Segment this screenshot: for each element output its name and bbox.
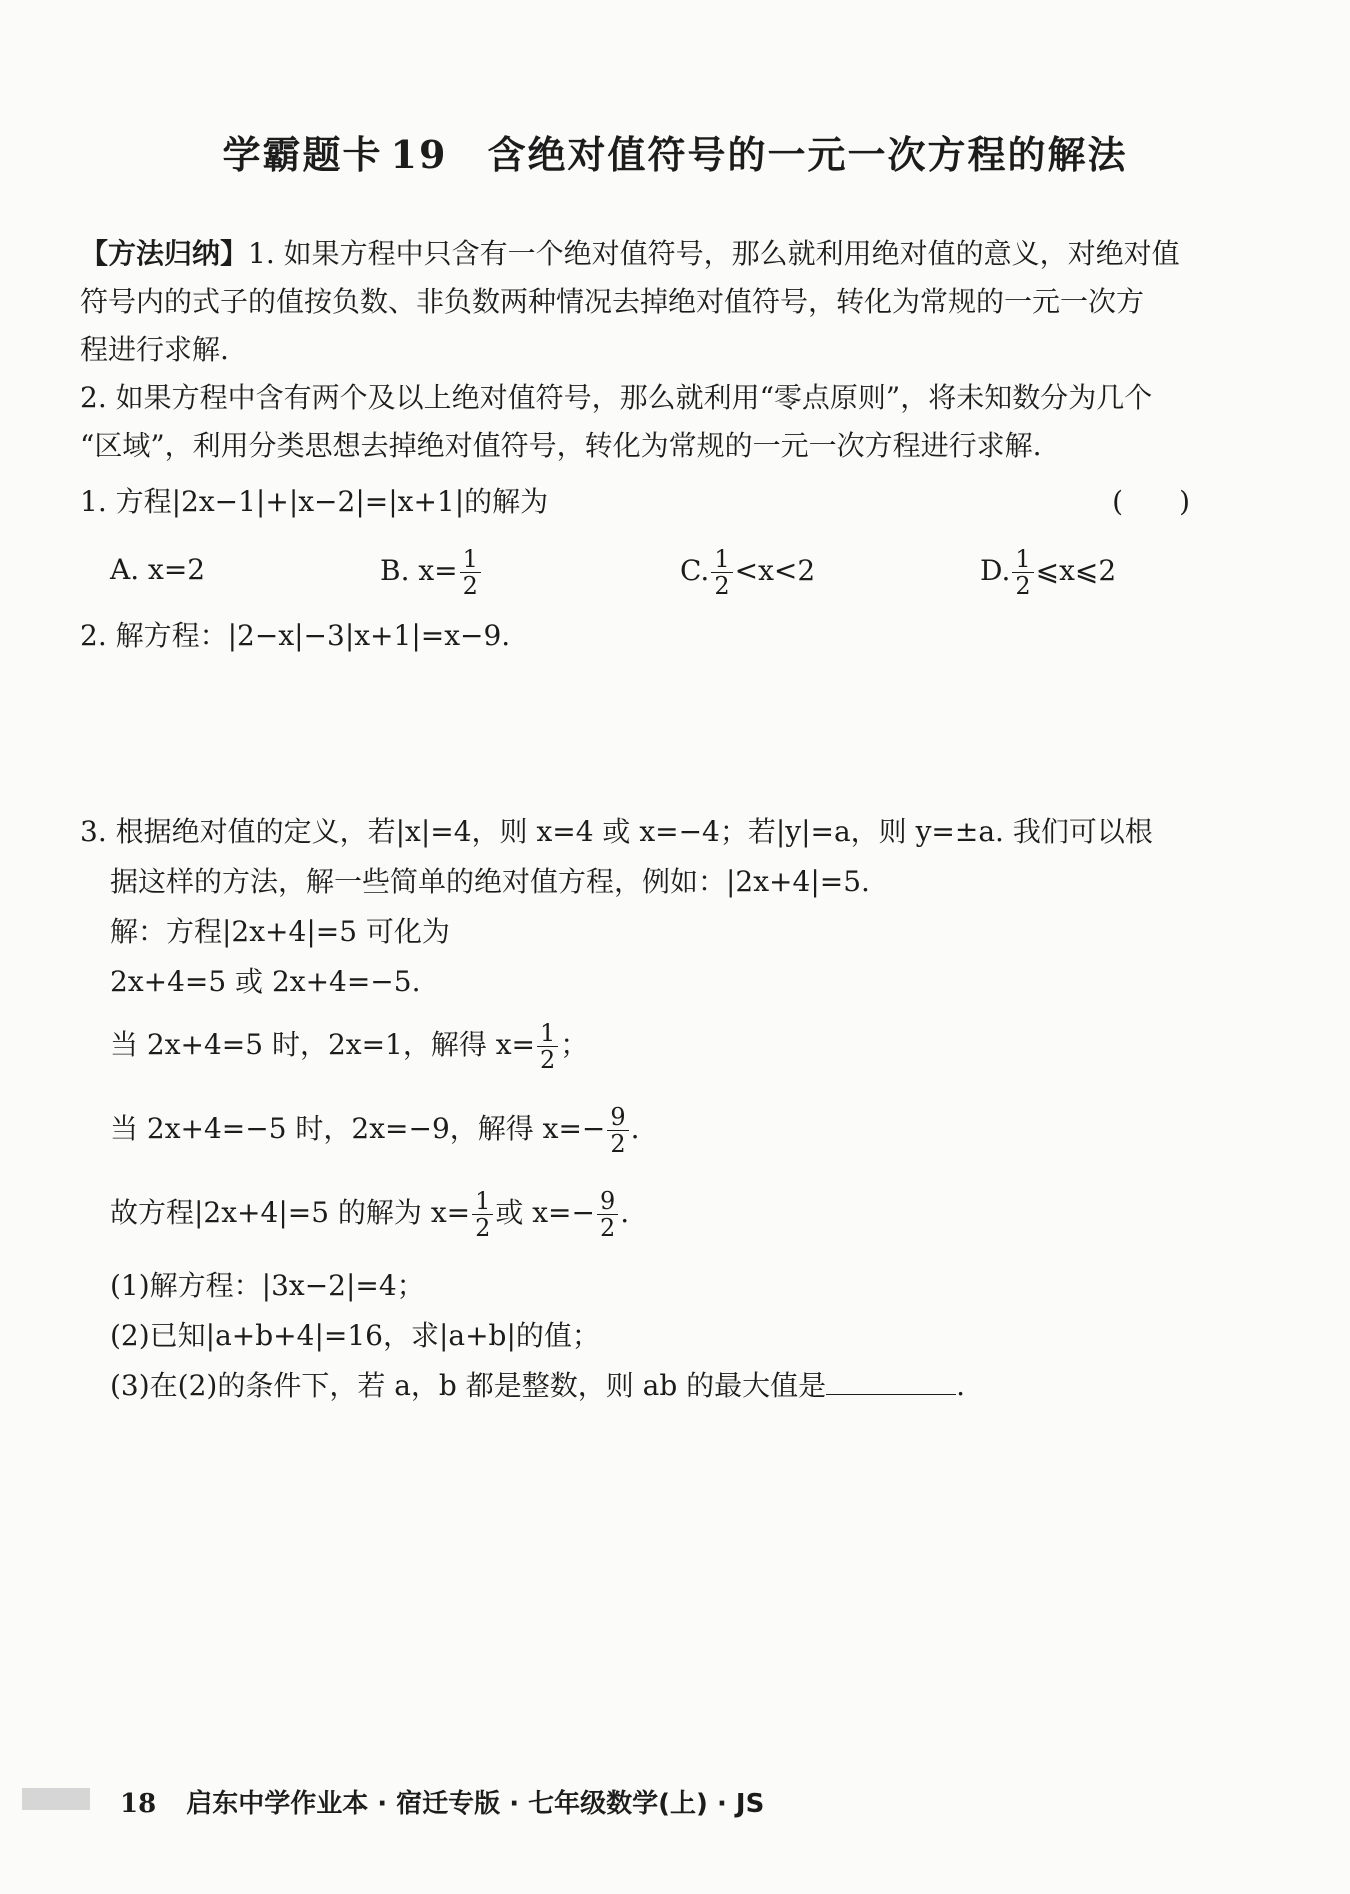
- line-6-end: .: [630, 1112, 640, 1145]
- method-label: 【方法归纳】: [80, 237, 249, 270]
- page-number: 18: [120, 1789, 157, 1819]
- option-a: A. x=2: [110, 553, 206, 586]
- fraction: [460, 546, 481, 599]
- method-line-4: 2. 如果方程中含有两个及以上绝对值符号，那么就利用“零点原则”，将未知数分为几个: [80, 381, 1153, 414]
- question-3-line-2: 据这样的方法，解一些简单的绝对值方程，例如：|2x+4|=5.: [110, 865, 870, 898]
- numerator: 1: [1012, 546, 1033, 573]
- numerator: 9: [597, 1188, 618, 1215]
- denominator: 2: [714, 572, 730, 600]
- method-line-5: “区域”，利用分类思想去掉绝对值符号，转化为常规的一元一次方程进行求解.: [80, 429, 1042, 462]
- method-line-2: 符号内的式子的值按负数、非负数两种情况去掉绝对值符号，转化为常规的一元一次方: [80, 285, 1145, 318]
- question-1-stem: [80, 478, 1270, 526]
- answer-paren: ( ): [1112, 485, 1190, 518]
- option-c-label: C.: [680, 554, 710, 587]
- numerator: 1: [460, 546, 481, 573]
- question-3-line-7: [110, 1188, 1300, 1241]
- method-line-3: 程进行求解.: [80, 333, 229, 366]
- question-3-line-1: 3. 根据绝对值的定义，若|x|=4，则 x=4 或 x=−4；若|y|=a，则 y=±a. 我们可以根: [80, 815, 1153, 848]
- fraction: [1012, 546, 1033, 599]
- numerator: 1: [537, 1020, 558, 1047]
- option-b-text: B. x=: [380, 554, 458, 587]
- line-7-mid: 或 x=−: [495, 1196, 595, 1229]
- option-d-text: ⩽x⩽2: [1035, 554, 1117, 587]
- fraction: [711, 546, 732, 599]
- option-d-label: D.: [980, 554, 1011, 587]
- denominator: 2: [462, 572, 478, 600]
- page-footer: [120, 1783, 764, 1820]
- denominator: 2: [610, 1130, 626, 1158]
- option-b: [380, 546, 483, 599]
- line-7-text: 故方程|2x+4|=5 的解为 x=: [110, 1196, 471, 1229]
- question-3-line-4: 2x+4=5 或 2x+4=−5.: [110, 965, 421, 998]
- option-d: [980, 546, 1116, 599]
- numerator: 1: [472, 1188, 493, 1215]
- sub-question-3-end: .: [956, 1369, 966, 1402]
- book-title: 启东中学作业本 · 宿迁专版 · 七年级数学(上) · JS: [186, 1789, 765, 1819]
- sub-question-2: (2)已知|a+b+4|=16，求|a+b|的值；: [110, 1319, 600, 1352]
- sub-question-3-text: (3)在(2)的条件下，若 a，b 都是整数，则 ab 的最大值是: [110, 1369, 827, 1402]
- option-c-text: <x<2: [734, 554, 816, 587]
- fraction: [597, 1188, 618, 1241]
- question-3-line-6: [110, 1104, 1300, 1157]
- title-topic: 含绝对值符号的一元一次方程的解法: [487, 132, 1128, 177]
- denominator: 2: [1015, 572, 1031, 600]
- denominator: 2: [540, 1046, 556, 1074]
- sub-question-1: (1)解方程：|3x−2|=4；: [110, 1269, 425, 1302]
- line-6-text: 当 2x+4=−5 时，2x=−9，解得 x=−: [110, 1112, 606, 1145]
- fraction: [472, 1188, 493, 1241]
- question-1-text: 1. 方程|2x−1|+|x−2|=|x+1|的解为: [80, 485, 549, 518]
- title-main: 学霸题卡: [222, 132, 383, 177]
- fraction: [607, 1104, 628, 1157]
- fraction: [537, 1020, 558, 1073]
- line-5-text: 当 2x+4=5 时，2x=1，解得 x=: [110, 1028, 535, 1061]
- numerator: 1: [711, 546, 732, 573]
- line-5-end: ；: [560, 1028, 589, 1061]
- question-3-line-3: 解：方程|2x+4|=5 可化为: [110, 915, 450, 948]
- title-number: 19: [390, 132, 448, 177]
- edge-tab-mark: [22, 1788, 90, 1810]
- denominator: 2: [475, 1214, 491, 1242]
- answer-blank[interactable]: [826, 1362, 956, 1395]
- method-line-1: [80, 230, 1270, 278]
- sub-question-3: [110, 1362, 1300, 1410]
- question-2-stem: 2. 解方程：|2−x|−3|x+1|=x−9.: [80, 619, 511, 652]
- question-3-line-5: [110, 1020, 1300, 1073]
- page-title: [0, 124, 1350, 179]
- line-7-end: .: [620, 1196, 630, 1229]
- method-text-1: 1. 如果方程中只含有一个绝对值符号，那么就利用绝对值的意义，对绝对值: [248, 237, 1180, 270]
- numerator: 9: [607, 1104, 628, 1131]
- option-c: [680, 546, 815, 599]
- denominator: 2: [599, 1214, 616, 1242]
